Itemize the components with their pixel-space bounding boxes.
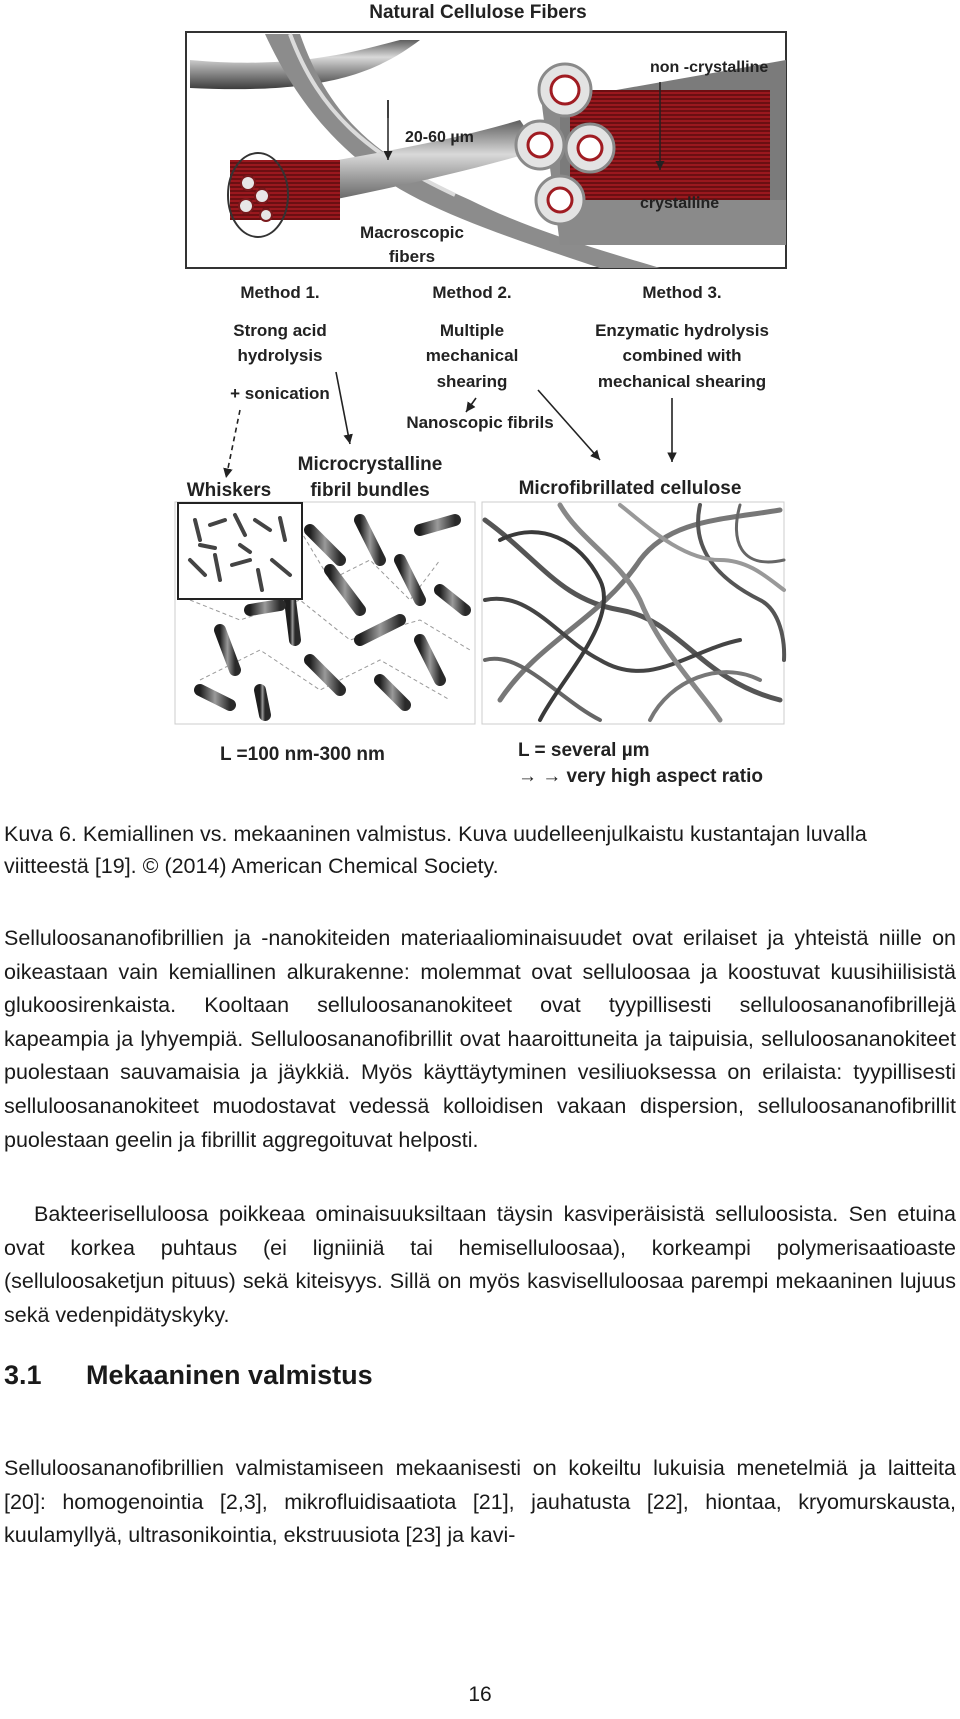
page-number: 16 — [468, 1683, 492, 1706]
nanoscopic-fibrils-label: Nanoscopic fibrils — [406, 413, 554, 432]
non-crystalline-label: non -crystalline — [650, 59, 769, 76]
length-left-label: L =100 nm-300 nm — [220, 744, 385, 765]
method-1-line-1: Strong acid — [233, 321, 327, 340]
method-2-line-3: shearing — [436, 372, 508, 391]
mfc-label: Microfibrillated cellulose — [518, 478, 742, 499]
microcrystalline-label-1: Microcrystalline — [297, 454, 443, 475]
method-2 — [426, 283, 519, 391]
method-2-line-2: mechanical — [425, 346, 519, 365]
crystalline-label: crystalline — [640, 195, 720, 212]
method-3-line-3: mechanical shearing — [597, 372, 767, 391]
length-right-label: L = several µm — [518, 740, 650, 761]
method-3-line-2: combined with — [622, 346, 742, 365]
whiskers-inset — [178, 503, 302, 599]
method-2-title: Method 2. — [432, 283, 512, 302]
figure-caption: Kuva 6. Kemiallinen vs. mekaaninen valmistus. Kuva uudelleenjulkaistu kustantajan luvalla viitteestä [19]. © (2014) American Chemical Society. — [4, 822, 867, 878]
section-number: 3.1 — [4, 1360, 42, 1390]
size-label: 20-60 µm — [405, 129, 474, 146]
method-1 — [230, 283, 330, 403]
figure-title: Natural Cellulose Fibers — [369, 2, 587, 23]
paragraph-2: Bakteeriselluloosa poikkeaa ominaisuuksiltaan täysin kasviperäisistä selluloosista. Sen etuina ovat korkea puhtaus (ei ligniiniä tai hemiselluloosaa), korkeampi polymerisaatioaste (selluloosaketjun pituus) sekä kiteisyys. Sillä on myös kasviselluloosaa parempi mekaaninen lujuus sekä vedenpidätyskyky. — [4, 1202, 956, 1327]
section-title: Mekaaninen valmistus — [86, 1360, 373, 1390]
cellulose-fibers-figure — [0, 0, 960, 800]
microcrystalline-label-2: fibril bundles — [310, 480, 430, 501]
section-heading — [4, 1360, 373, 1391]
method-3-title: Method 3. — [642, 283, 722, 302]
method-1-line-3: + sonication — [230, 384, 330, 403]
paragraph-1: Selluloosananofibrillien ja -nanokiteiden materiaaliominaisuudet ovat erilaiset ja yhteistä niille on oikeastaan vain kemiallinen alkurakenne: molemmat ovat selluloosaa ja koostuvat kuusihiilisistä glukoosirenkaista. Kooltaan selluloosananokiteet ovat tyypillisesti selluloosananofibrillejä kapeampia ja lyhyempiä. Selluloosananofibrillit ovat haaroittuneita ja taipuisia, selluloosananokiteet puolestaan sauvamaisia ja jäykkiä. Myös käyttäytyminen vesiliuoksessa on erilaista: tyypillisesti selluloosananokiteet muodostavat vedessä kolloidisen vakaan dispersion, selluloosananofibrillit puolestaan geelin ja fibrillit aggregoituvat helposti. — [4, 926, 956, 1152]
method-1-line-2: hydrolysis — [237, 346, 323, 365]
method-1-title: Method 1. — [240, 283, 320, 302]
aspect-ratio-label: → → very high aspect ratio — [518, 766, 763, 787]
method-3-line-1: Enzymatic hydrolysis — [595, 321, 769, 340]
macroscopic-label-2: fibers — [388, 247, 436, 266]
macroscopic-label-1: Macroscopic — [360, 223, 464, 242]
whiskers-label: Whiskers — [186, 480, 272, 501]
method-3 — [595, 283, 769, 391]
method-2-line-1: Multiple — [439, 321, 505, 340]
section-paragraph: Selluloosananofibrillien valmistamiseen mekaanisesti on kokeiltu lukuisia menetelmiä ja laitteita [20]: homogenointia [2,3], mikrofluidisaatiota [21], jauhatusta [22], hiontaa, kryomurskausta, kuulamyllyä, ultrasonikointia, ekstruusiota [23] ja kavi- — [4, 1456, 956, 1548]
